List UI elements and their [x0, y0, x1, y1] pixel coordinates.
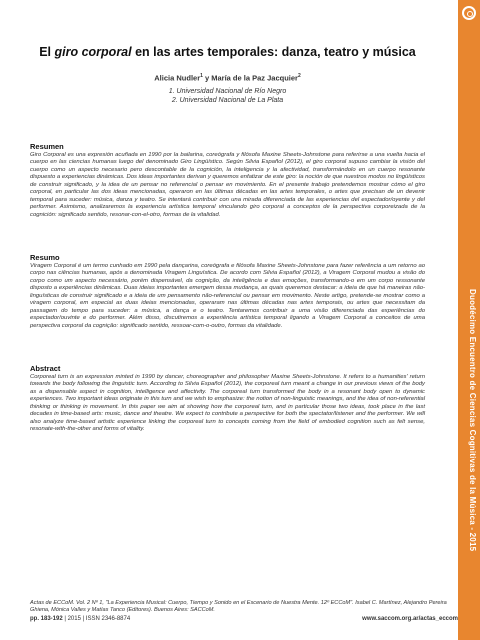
resumo-section [30, 253, 425, 330]
page-footer [30, 600, 458, 622]
sidebar-running-title: Duodécimo Encuentro de Ciencias Cognitivas de la Música - 2015 [468, 288, 477, 552]
footer-issn: | 2015 | ISSN 2346-8874 [62, 616, 131, 622]
sidebar-band [458, 0, 480, 640]
affiliation-2: 2. Universidad Nacional de La Plata [171, 97, 284, 104]
abstract-heading: Abstract [30, 364, 61, 373]
footer-pages: pp. 183-192 [30, 616, 63, 622]
article-header [30, 45, 425, 106]
resumo-text: Viragem Corporal é um termo cunhado em 1990 pela dançarina, coreógrafa e filósofa Maxine Sheets-Johnstone para fazer referência a um retorno ao corpo nas ciências humanas, após a denominada Viragem Linguística. De acordo com Silvia Español (2012), a Viragem Corporal mudou a visão do corpo como um aspecto necessário, porém dispensável, da cognição, da inteligência e das emoções, transformando-o em um corpo ressonante disposto a experiências dinâmicas. Duas ideias importantes emergem dessa mudança, as quais queremos destacar: a ideia de que há maneiras não-linguísticas de construir significado e a ideia de um pensamento não-referencial ou pensar em movimento. Neste artigo, pretende-se mostrar como a viragem corporal, em especial as duas ideias mencionadas, operaram nas últimas décadas nas artes temporais, ou artes que necessitam da passagem do tempo para suceder: a música, a dança e o teatro. Tentaremos contribuir a uma visão diferenciada das experiências do espectador/ouvinte e do performer. Além disso, discutiremos a experiência artística temporal ligando a Viragem Corporal a conceitos de uma perspectiva corporal da cognição: significado sentido, ressoar-com-o-outro, formas da vitalidade. [30, 263, 425, 329]
saccom-logo-icon [462, 6, 476, 20]
resumo-heading: Resumo [30, 253, 60, 262]
footer-citation: Actas de ECCoM. Vol. 2 Nº 1, "La Experiencia Musical: Cuerpo, Tiempo y Sonido en el Escenario de Nuestra Mente. 12º ECCoM". Isabel C. Martínez, Alejandro Pereira Ghiena, Mónica Valles y Matías Tanco (Editores). Buenos Aires: SACCoM. [30, 600, 447, 613]
resumen-heading: Resumen [30, 142, 64, 151]
footer-url[interactable]: www.saccom.org.ar/actas_eccom [362, 616, 458, 622]
authors: Alicia Nudler$^1$ y María de la Paz Jacquier$^2$ [154, 73, 301, 83]
title-italic: giro corporal [54, 45, 132, 59]
resumen-text: Giro Corporal es una expresión acuñada en 1990 por la bailarina, coreógrafa y filósofa Maxine Sheets-Johnstone para referirse a una vuelta hacia el cuerpo en las ciencias humanas luego del denominado Giro Lingüístico. Según Silvia Español (2012), el giro corporal supuso cambiar la visión del cuerpo como un aspecto necesario pero descontable de la cognición, la inteligencia y la afectividad, transformándolo en un cuerpo resonante dispuesto a experiencias dinámicas. Dos ideas importantes derivan y queremos enfatizar de este giro: la noción de que nuestros modos no lingüísticos de construir significado, y la idea de un pensar no referencial o pensar en movimiento. En el presente trabajo pretendemos mostrar cómo el giro corporal, en particular las dos ideas mencionadas, operaron en las últimas décadas en las artes temporales, o artes que precisan de un devenir temporal para suceder: música, danza y teatro. Se intentará contribuir con una mirada diferenciada de las experiencias del espectador/oyente y del performer. Asimismo, analizaremos la experiencia artística temporal vinculando giro corporal a conceptos de la perspectiva corporeizada de la cognición: significado sentido, resonar-con-el-otro, formas de la vitalidad. [30, 152, 425, 218]
abstract-text: Corporeal turn is an expression minted in 1990 by dancer, choreographer and philosopher Maxine Sheets-Johnstone. It refers to a humanities' return towards the body following the linguistic turn. According to Silvia Español (2012), the corporeal turn meant a change in our previous views of the body as a dispensable aspect in cognition, intelligence and affectivity. The corporeal turn transformed the body in a resonant body open to dynamic experiences. Two important ideas originate in this turn and we wish to emphasize: the notion of non-linguistic meanings, and the idea of non-referential thinking or thinking in movement. In this paper we aim at showing how the corporeal turn, and in particular those two ideas, took place in the last decades in time-based arts: music, dance and theatre. We expect to contribute a perspective for both the spectator/listener and the performer. We will also analyze time-based artistic experience linking the corporeal turn to concepts coming from the field of embodied cognition such as felt sense, resonate-with-the-other and forms of vitality. [30, 374, 425, 433]
resumen-section [30, 142, 425, 219]
affiliation-1: 1. Universidad Nacional de Río Negro [168, 87, 287, 95]
affiliations [30, 87, 425, 106]
article-title: El giro corporal en las artes temporales: danza, teatro y música [39, 45, 416, 59]
abstract-section [30, 364, 425, 434]
